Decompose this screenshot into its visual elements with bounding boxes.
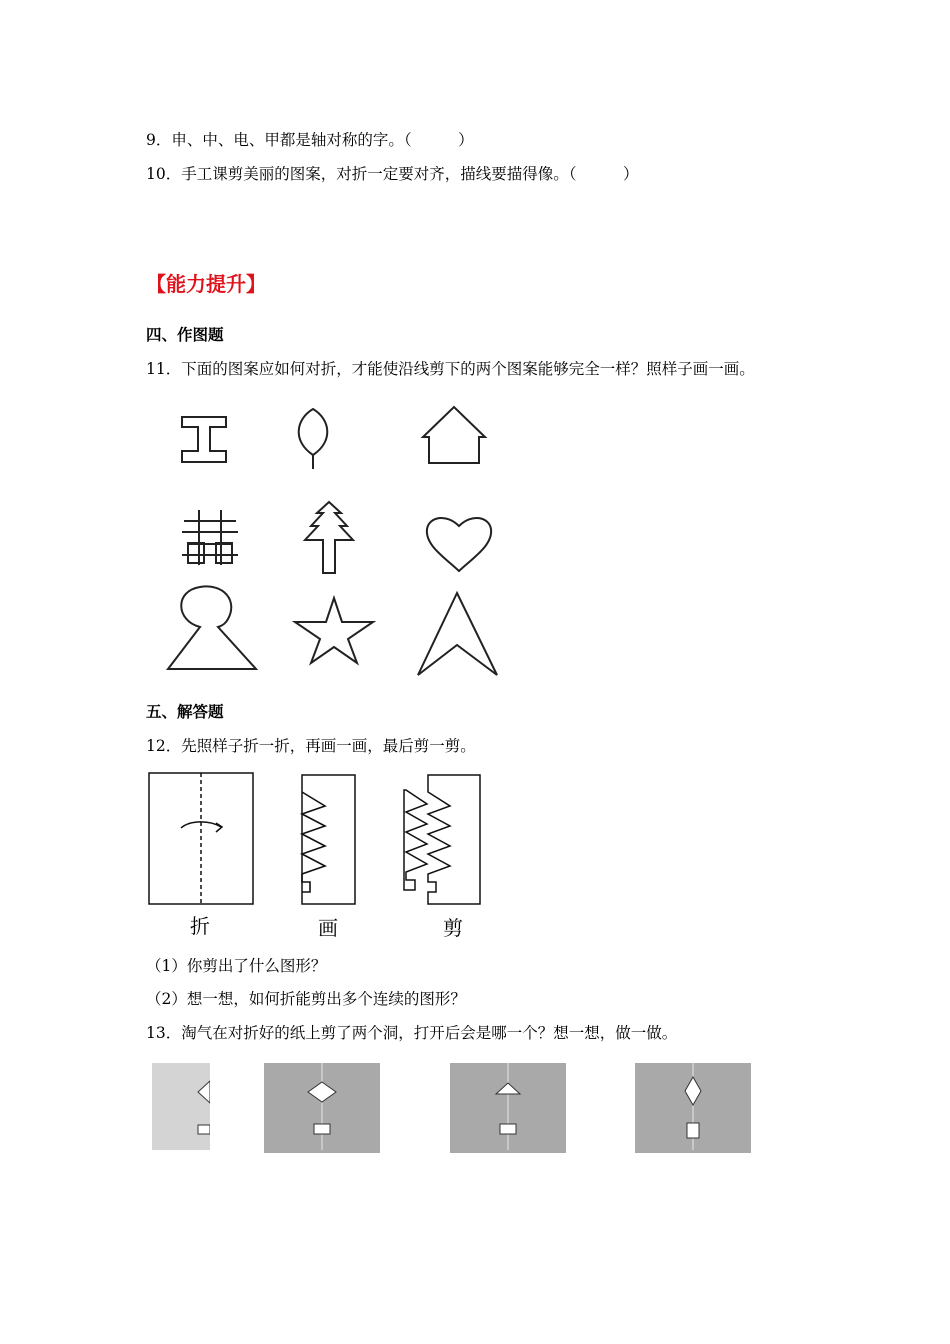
heart-shape — [427, 518, 491, 571]
question-9: 9．申、中、电、甲都是轴对称的字。（ ） — [146, 131, 474, 149]
arrow-shape — [418, 593, 497, 675]
section-4-heading: 四、作图题 — [146, 326, 224, 344]
question-12: 12．先照样子折一折，再画一画，最后剪一剪。 — [146, 737, 476, 755]
cut-piece — [404, 790, 427, 890]
double-happiness-shape — [182, 510, 238, 565]
q13-option-c[interactable] — [635, 1063, 751, 1153]
caption-cut: 剪 — [443, 916, 463, 940]
question-10: 10．手工课剪美丽的图案，对折一定要对齐，描线要描得像。（ ） — [146, 165, 639, 183]
question-12-sub-1: （1）你剪出了什么图形？ — [146, 957, 327, 975]
star-shape — [295, 598, 373, 663]
q11-shapes-figure — [160, 395, 520, 685]
section-5-heading: 五、解答题 — [146, 703, 224, 721]
keyhole-shape — [168, 586, 256, 669]
house-shape — [423, 407, 485, 463]
zigzag-line — [302, 792, 325, 892]
leaf-shape — [299, 409, 328, 455]
question-11: 11．下面的图案应如何对折，才能使沿线剪下的两个图案能够完全一样？照样子画一画。 — [146, 360, 755, 378]
q13-folded-paper — [152, 1063, 210, 1150]
caption-draw: 画 — [318, 916, 338, 940]
q13-option-b[interactable] — [450, 1063, 566, 1153]
question-13: 13．淘气在对折好的纸上剪了两个洞，打开后会是哪一个？想一想，做一做。 — [146, 1024, 678, 1042]
section-ability-heading: 【能力提升】 — [146, 272, 266, 296]
tree-shape — [305, 502, 353, 573]
q12-fold-figure — [140, 766, 500, 912]
i-beam-shape — [182, 417, 226, 462]
caption-fold: 折 — [190, 914, 210, 938]
q13-option-a[interactable] — [264, 1063, 380, 1153]
cut-paper — [428, 775, 480, 904]
question-12-sub-2: （2）想一想，如何折能剪出多个连续的图形？ — [146, 990, 466, 1008]
